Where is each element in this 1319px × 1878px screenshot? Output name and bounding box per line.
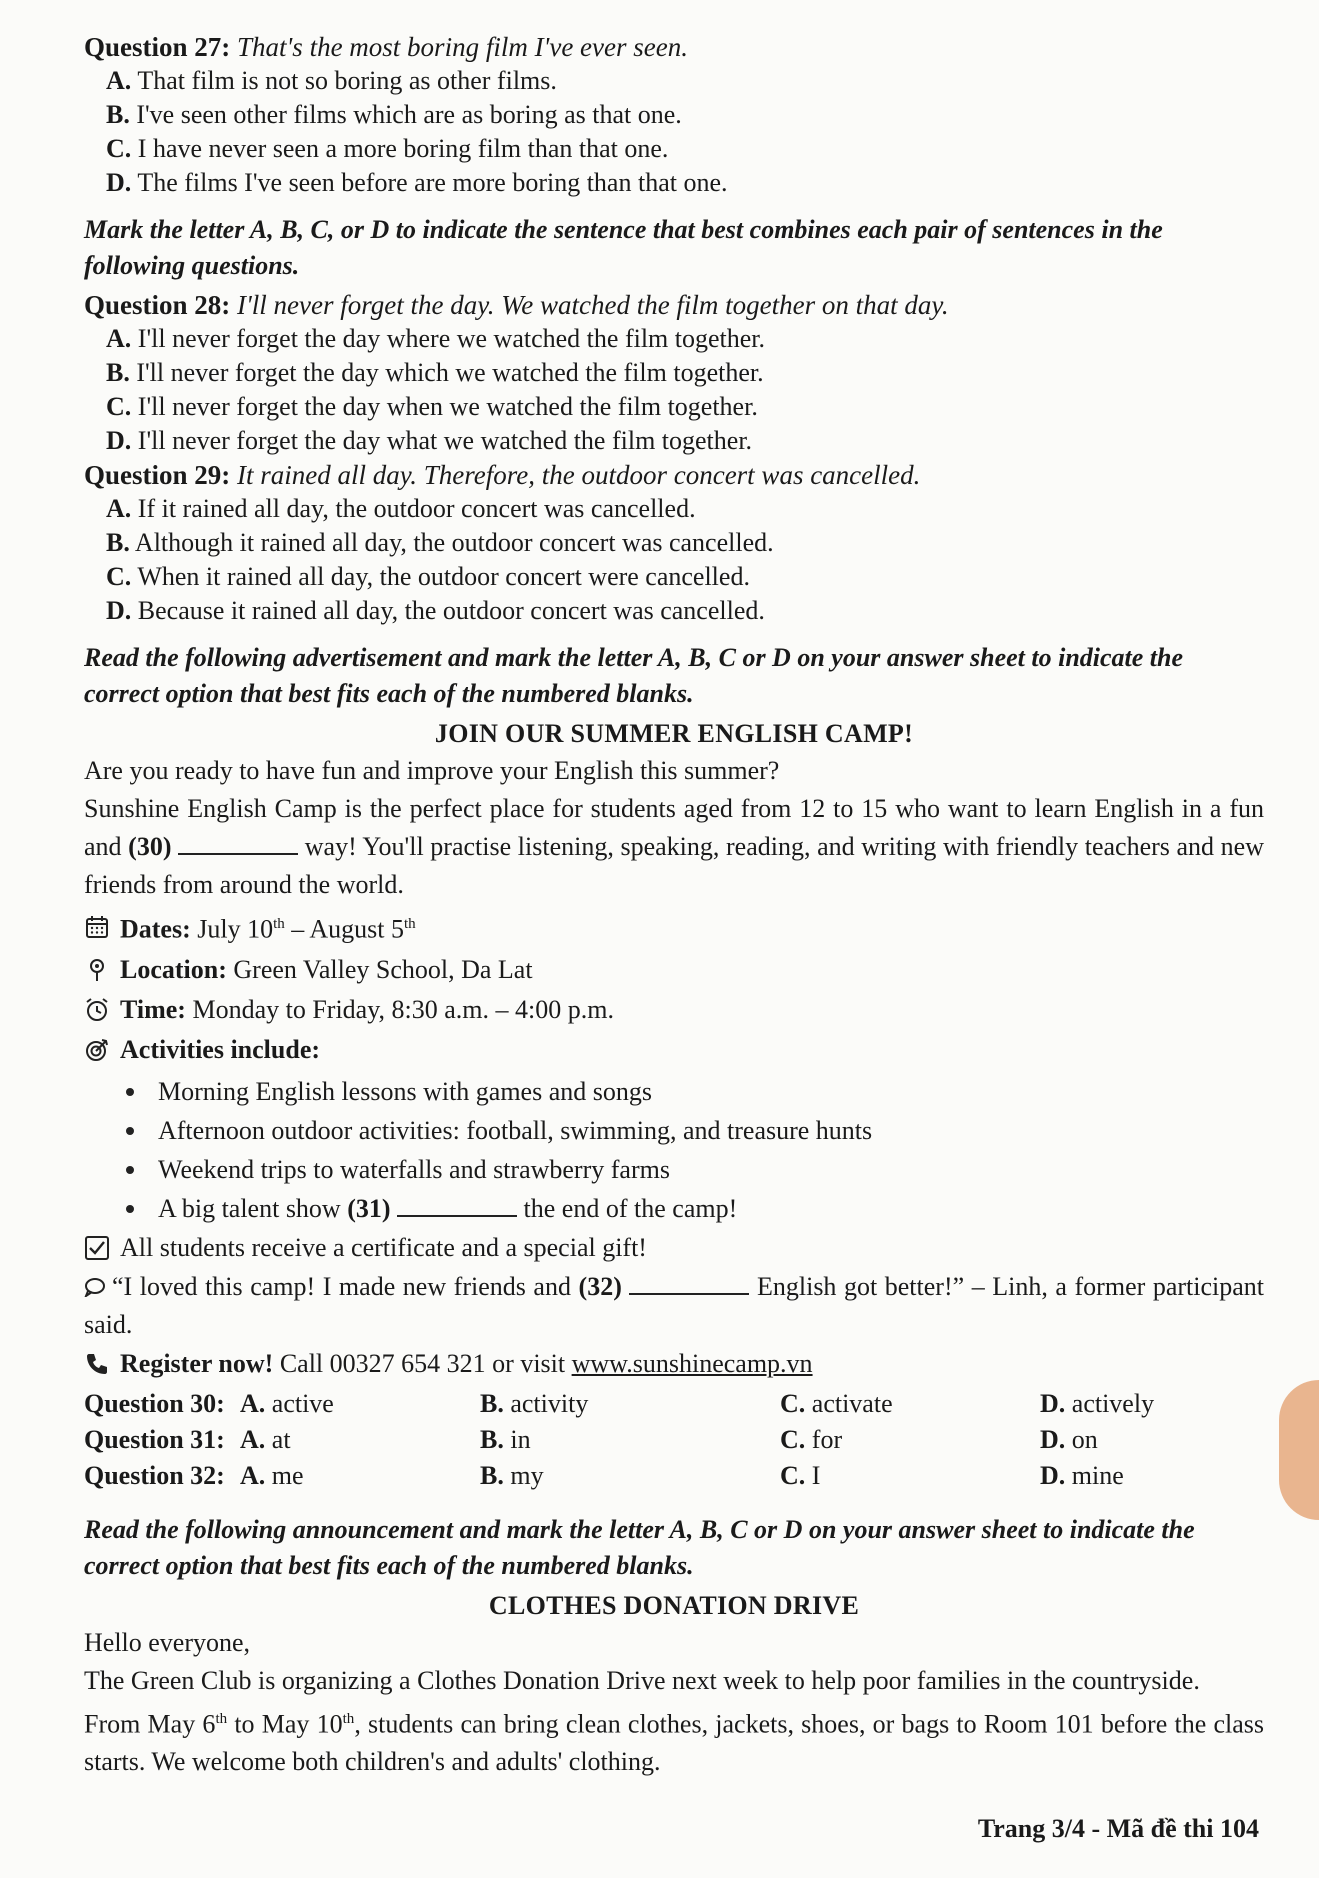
checkbox-icon <box>84 1235 110 1261</box>
question-label: Question 27: <box>84 32 231 62</box>
option-a: A. active <box>240 1388 334 1418</box>
page-content <box>84 30 1264 1781</box>
option-row: A. That film is not so boring as other films. <box>106 66 557 95</box>
announcement-greeting: Hello everyone, <box>84 1627 251 1657</box>
question-label: Question 31: <box>84 1424 225 1454</box>
calendar-icon <box>84 914 110 940</box>
option-a: A. at <box>240 1424 291 1454</box>
option-d: D. actively <box>1040 1388 1155 1418</box>
question-prompt: That's the most boring film I've ever seen. <box>237 32 688 62</box>
register-line: Register now! Call 00327 654 321 or visit www.sunshinecamp.vn <box>84 1344 1264 1384</box>
section-instruction-advertisement: Read the following advertisement and mark the letter A, B, C or D on your answer sheet to indicate the correct option that best fits each of the numbered blanks. <box>84 643 1184 708</box>
option-c: C. I <box>780 1460 821 1490</box>
option-b: B. my <box>480 1460 544 1490</box>
thumb-photo-artifact <box>1279 1380 1319 1520</box>
answer-options-grid <box>84 1386 1264 1494</box>
section-instruction-announcement: Read the following announcement and mark the letter A, B, C or D on your answer sheet to indicate the correct option that best fits each of the numbered blanks. <box>84 1514 1195 1580</box>
option-c: C. for <box>780 1424 843 1454</box>
option-c: C. activate <box>780 1388 893 1418</box>
option-row: C. I have never seen a more boring film than that one. <box>106 134 669 163</box>
option-row: B. I'll never forget the day which we watched the film together. <box>106 358 764 387</box>
blank-32 <box>629 1271 749 1295</box>
advertisement-intro: Are you ready to have fun and improve your English this summer? Sunshine English Camp is the perfect place for students aged from 12 to 15 who want to learn English in a fun and (30) way! You'll practise listening, speaking, reading, and writing with friendly teachers and new friends from around the world. <box>84 756 1264 899</box>
option-d: D. mine <box>1040 1460 1124 1490</box>
option-d: D. on <box>1040 1424 1098 1454</box>
time-line: Time: Monday to Friday, 8:30 a.m. – 4:00 p.m. <box>84 990 1264 1030</box>
option-row: C. I'll never forget the day when we watched the film together. <box>106 392 758 421</box>
option-b: B. activity <box>480 1388 589 1418</box>
option-row: D. The films I've seen before are more boring than that one. <box>106 168 728 197</box>
location-pin-icon <box>84 957 110 983</box>
certificate-line: All students receive a certificate and a special gift! <box>84 1228 1264 1268</box>
question-29: Question 29: It rained all day. Therefore, the outdoor concert was cancelled. <box>84 460 921 490</box>
activities-heading: Activities include: <box>84 1030 1264 1070</box>
dates-line: Dates: July 10th – August 5th <box>84 904 1264 950</box>
section-instruction-combine: Mark the letter A, B, C, or D to indicate the sentence that best combines each pair of sentences in the following questions. <box>84 215 1163 280</box>
blank-30 <box>178 831 298 855</box>
list-item: Morning English lessons with games and songs <box>122 1072 1264 1111</box>
option-a: A. me <box>240 1460 304 1490</box>
question-27 <box>84 30 1264 64</box>
option-row: B. Although it rained all day, the outdoor concert was cancelled. <box>106 528 774 557</box>
question-28: Question 28: I'll never forget the day. We watched the film together on that day. <box>84 290 949 320</box>
speech-bubble-icon <box>84 1277 106 1297</box>
option-row: B. I've seen other films which are as boring as that one. <box>106 100 682 129</box>
option-row: C. When it rained all day, the outdoor concert were cancelled. <box>106 562 750 591</box>
camp-website-link[interactable]: www.sunshinecamp.vn <box>571 1348 813 1378</box>
announcement-body: The Green Club is organizing a Clothes Donation Drive next week to help poor families in the countryside. From May 6th to May 10th, students can bring clean clothes, jackets, shoes, or bags to Room 101 before the class starts. We welcome both children's and adults' clothing. <box>84 1665 1264 1777</box>
option-b: B. in <box>480 1424 531 1454</box>
list-item: Weekend trips to waterfalls and strawberry farms <box>122 1150 1264 1189</box>
question-label: Question 32: <box>84 1460 225 1490</box>
testimonial-quote: “I loved this camp! I made new friends and (32) English got better!” – Linh, a former participant said. <box>84 1271 1264 1339</box>
advertisement-title: JOIN OUR SUMMER ENGLISH CAMP! <box>434 719 914 748</box>
phone-icon <box>84 1351 110 1377</box>
announcement-title: CLOTHES DONATION DRIVE <box>488 1590 860 1620</box>
option-row: A. I'll never forget the day where we watched the film together. <box>106 324 766 353</box>
option-row: D. I'll never forget the day what we watched the film together. <box>106 426 753 455</box>
activities-list <box>84 1072 1264 1228</box>
location-line: Location: Green Valley School, Da Lat <box>84 950 1264 990</box>
alarm-clock-icon <box>84 997 110 1023</box>
option-row: A. If it rained all day, the outdoor concert was cancelled. <box>106 494 696 523</box>
blank-31 <box>397 1193 517 1217</box>
page-footer: Trang 3/4 - Mã đề thi 104 <box>977 1814 1259 1843</box>
target-icon <box>84 1037 110 1063</box>
blank-30-label: (30) <box>128 832 172 861</box>
list-item: A big talent show (31) the end of the camp! <box>122 1189 1264 1228</box>
question-label: Question 30: <box>84 1388 225 1418</box>
list-item: Afternoon outdoor activities: football, swimming, and treasure hunts <box>122 1111 1264 1150</box>
option-row: D. Because it rained all day, the outdoor concert was cancelled. <box>106 596 765 625</box>
